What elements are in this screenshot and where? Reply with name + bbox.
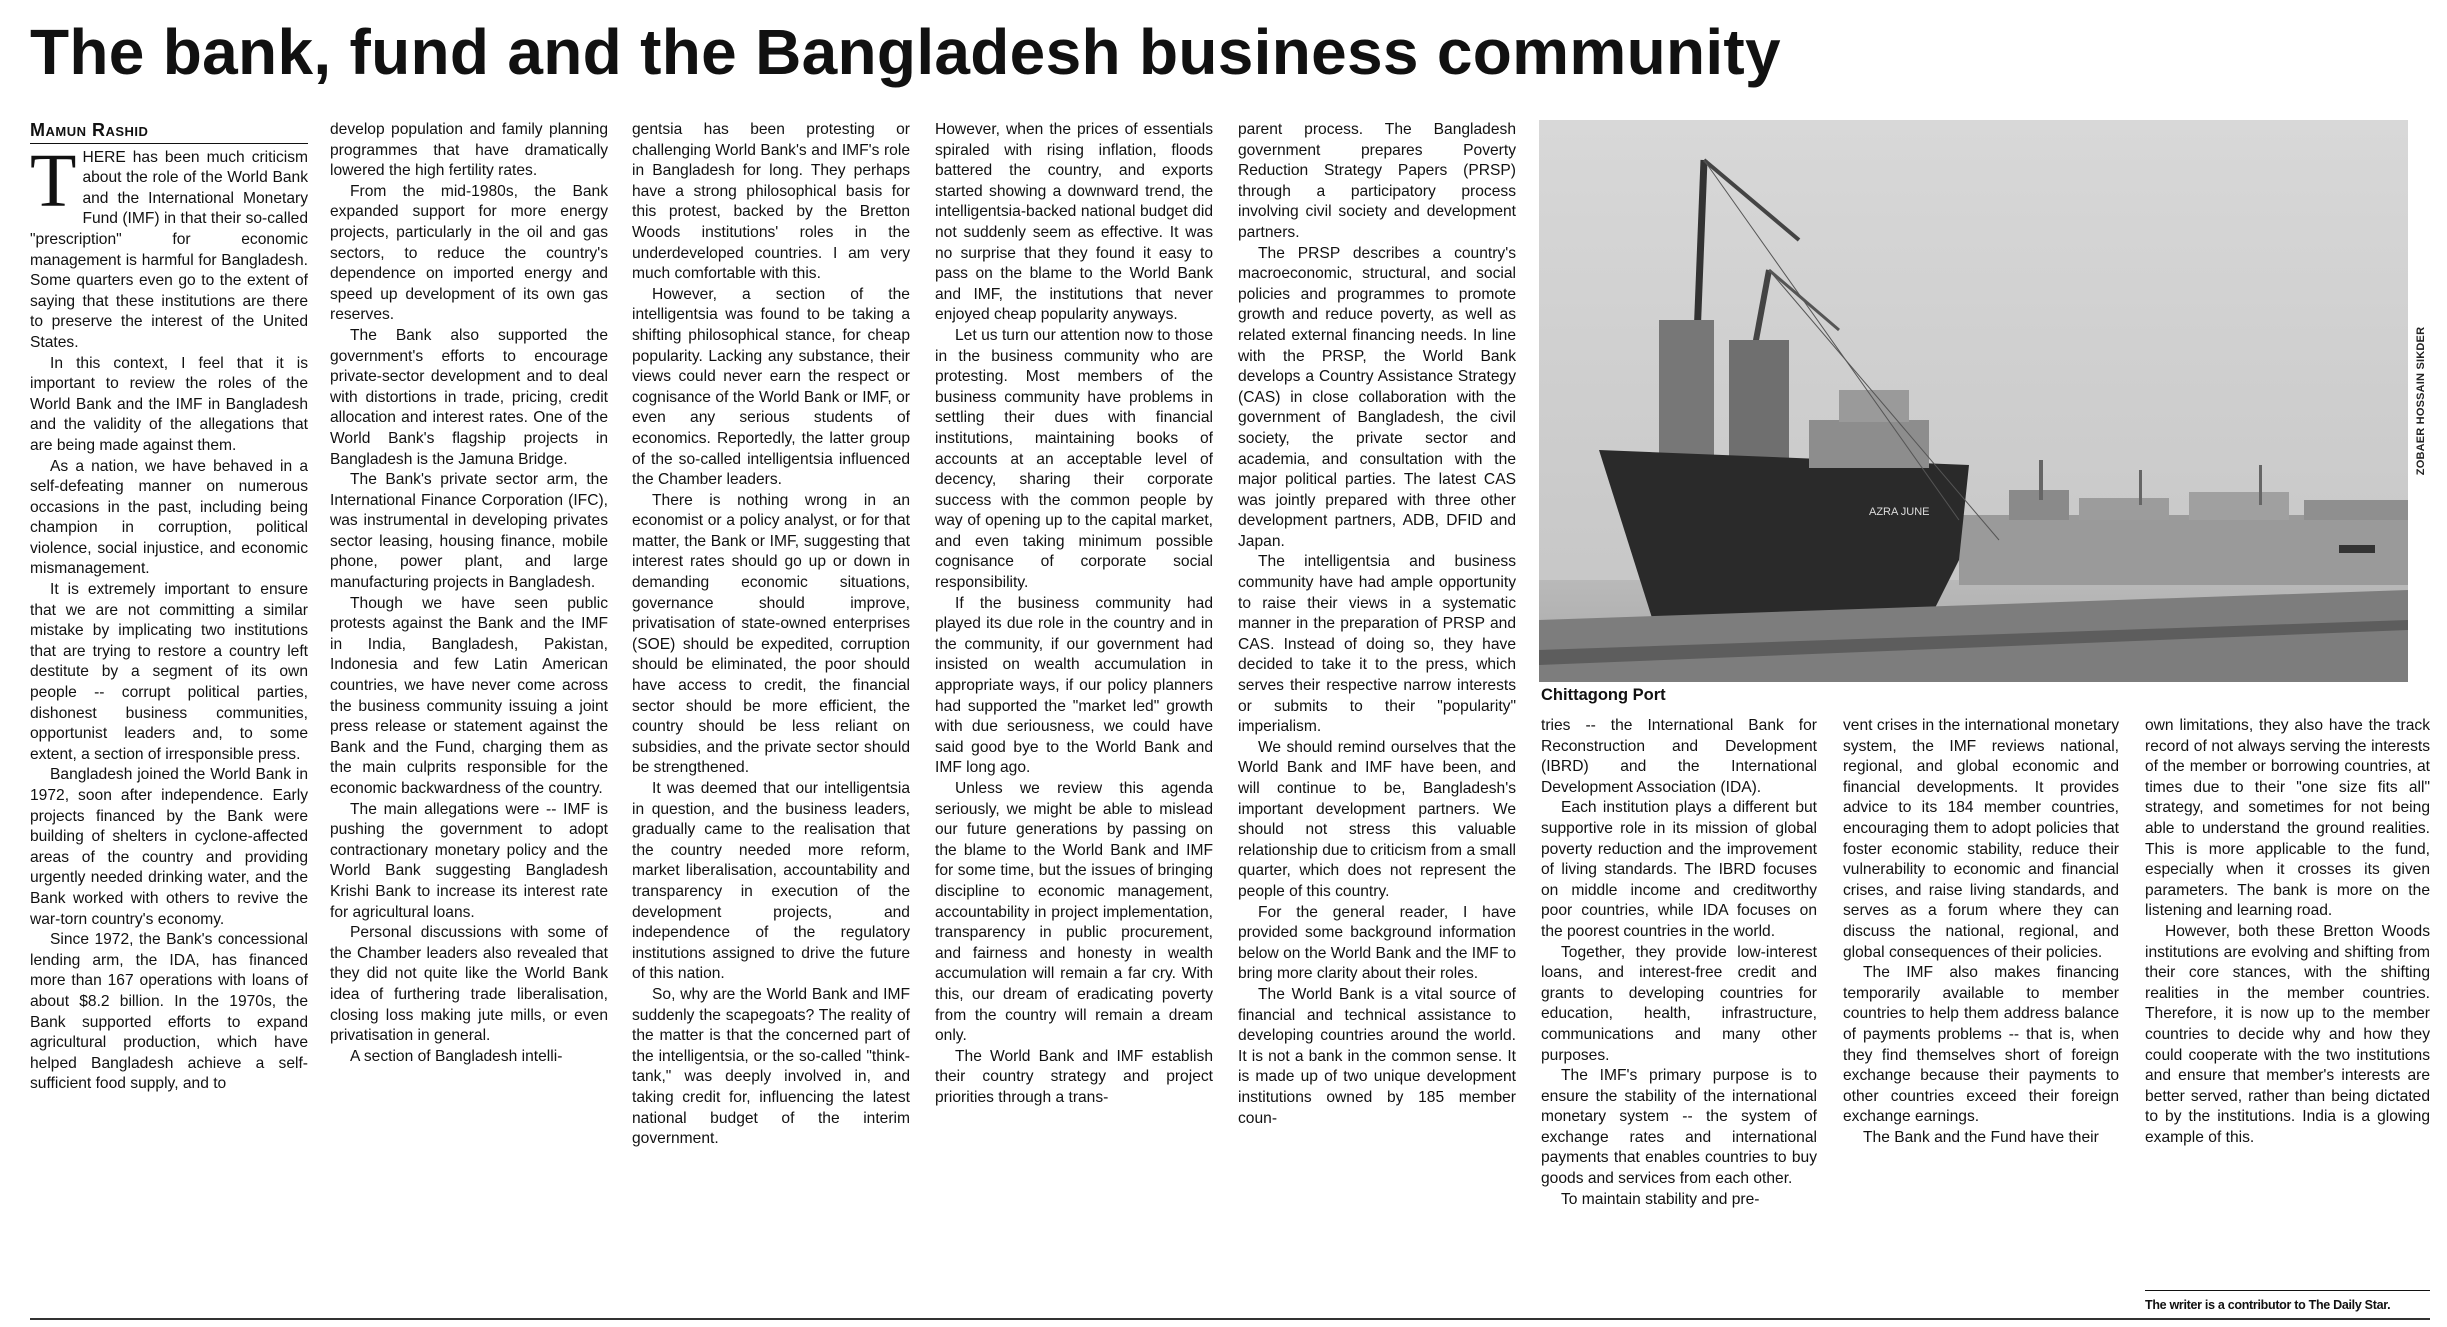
ship-name: AZRA JUNE bbox=[1869, 506, 1930, 518]
paragraph: The PRSP describes a country's macroeconomic, structural, and social policies and programmes to promote growth and reduce poverty, as well as related external financing needs. In line with the PRSP, the World Bank develops a Country Assistance Strategy (CAS) in close collaboration with the government of Bangladesh, the civil society, the private sector and academia, and consultation with the major political parties. The latest CAS was jointly prepared with three other development partners, ADB, DFID and Japan. bbox=[1238, 244, 1516, 550]
photo-credit bbox=[2412, 120, 2430, 682]
paragraph: However, when the prices of essentials spiraled with rising inflation, floods battered the country, and exports started showing a downward trend, the intelligentsia-backed national budget did not suddenly seem as effective. It was no surprise that they found it easy to pass on the blame to the World Bank and IMF, the institutions that never enjoyed cheap popularity anyways. bbox=[935, 121, 1213, 324]
footnote-rule bbox=[2145, 1290, 2430, 1291]
paragraph: From the mid-1980s, the Bank expanded support for more energy projects, particularly in the oil and gas sectors, to reduce the country's dependence on imported energy and speed up development of its own gas reserves. bbox=[330, 182, 608, 324]
paragraph: Together, they provide low-interest loans, and interest-free credit and grants to developing countries for education, health, infrastructure, communications and many other purposes. bbox=[1541, 943, 1817, 1064]
article-column-1 bbox=[30, 120, 308, 1315]
paragraph: Unless we review this agenda seriously, we might be able to mislead our future generations by passing on the blame to the World Bank and IMF for some time, but the issues of bringing discipline to economic management, accountability in project implementation, transparency in public procurement, and fairness and honesty in wealth accumulation will remain a far cry. With this, our dream of eradicating poverty from the country will remain a dream only. bbox=[935, 780, 1213, 1045]
paragraph: develop population and family planning programmes that have dramatically lowered the high fertility rates. bbox=[330, 121, 608, 180]
paragraph: The main allegations were -- IMF is pushing the government to adopt contractionary monetary policy and the World Bank suggesting Bangladesh Krishi Bank to increase its interest rate for agricultural loans. bbox=[330, 800, 608, 921]
paragraph: So, why are the World Bank and IMF suddenly the scapegoats? The reality of the matter is that the concerned part of the intelligentsia, or the so-called "think-tank," was deeply involved in, and taking credit for, influencing the latest national budget of the interim government. bbox=[632, 985, 910, 1148]
article-column-6 bbox=[1541, 716, 1817, 1314]
paragraph: However, a section of the intelligentsia was found to be taking a shifting philosophical stance, for cheap popularity. Lacking any substance, their views could never earn the respect or cognisance of the World Bank or IMF, or even any serious students of economics. Reportedly, the latter group of the so-called intelligentsia influenced the Chamber leaders. bbox=[632, 285, 910, 489]
paragraph: Let us turn our attention now to those in the business community who are protesting. Most members of the business community have problems in settling their dues with financial institutions, maintaining books of accounts at an acceptable level of decency, sharing their corporate success with the common people by way of opening up to the capital market, and even taking minimum possible cognisance of corporate social responsibility. bbox=[935, 326, 1213, 592]
paragraph: Since 1972, the Bank's concessional lending arm, the IDA, has financed more than 167 operations with loans of about $8.2 billion. In the 1970s, the Bank supported efforts to expand agricultural production, which have helped Bangladesh achieve a self-sufficient food supply, and to bbox=[30, 931, 308, 1093]
paragraph: The Bank also supported the government's efforts to encourage private-sector development and to deal with distortions in trade, pricing, credit allocation and interest rates. One of the World Bank's flagship projects in Bangladesh is the Jamuna Bridge. bbox=[330, 326, 608, 468]
paragraph: Personal discussions with some of the Chamber leaders also revealed that they did not quite like the World Bank idea of furthering trade liberalisation, closing loss making jute mills, or even privatisation in general. bbox=[330, 924, 608, 1045]
photo-credit-text: ZOBAER HOSSAIN SIKDER bbox=[2415, 326, 2427, 476]
port-photo bbox=[1539, 120, 2408, 682]
paragraph: Bangladesh joined the World Bank in 1972, soon after independence. Early projects financed by the Bank were building of shelters in cyclone-affected areas of the country and providing urgently needed drinking water, and the Bank worked with others to revive the war-torn country's economy. bbox=[30, 766, 308, 928]
paragraph: The World Bank and IMF establish their country strategy and project priorities through a trans- bbox=[935, 1047, 1213, 1106]
paragraph: The World Bank is a vital source of financial and technical assistance to developing countries around the world. It is not a bank in the common sense. It is made up of two unique development institutions owned by 185 member coun- bbox=[1238, 985, 1516, 1127]
paragraph: Each institution plays a different but supportive role in its mission of global poverty reduction and the improvement of living standards. The IBRD focuses on middle income and creditworthy poor countries, while IDA focuses on the poorest countries in the world. bbox=[1541, 799, 1817, 940]
byline: Mamun Rashid bbox=[30, 120, 308, 144]
paragraph: The intelligentsia and business community have had ample opportunity to raise their views in a systematic manner in the preparation of PRSP and CAS. Instead of doing so, they have decided to take it to the press, which serves their respective narrow interests or submits to their "popularity" imperialism. bbox=[1238, 553, 1516, 736]
paragraph: HERE has been much criticism about the role of the World Bank and the International Monetary Fund (IMF) in that their so-called "prescription" for economic management is harmful for Bangladesh. Some quarters even go to the extent of saying that these institutions are there to preserve the interest of the United States. bbox=[30, 148, 308, 351]
author-footnote: The writer is a contributor to The Daily Star. bbox=[2145, 1298, 2391, 1312]
paragraph: There is nothing wrong in an economist or a policy analyst, or for that matter, the Bank or IMF, suggesting that interest rates should go up or down in demanding economic situations, governance should improve, privatisation of state-owned enterprises (SOE) should be expedited, corruption should be eliminated, the poor should have access to credit, the financial sector should be more efficient, the country should be less reliant on subsidies, and the private sector should be strengthened. bbox=[632, 491, 910, 777]
article-column-3 bbox=[632, 120, 910, 1315]
paragraph: However, both these Bretton Woods institutions are evolving and shifting from their core stances, with the shifting realities in the member countries. Therefore, it is now up to the member countries to decide why and how they could cooperate with the two institutions and ensure that member's interests are better served, rather than being dictated to by the institutions. India is a glowing example of this. bbox=[2145, 922, 2430, 1146]
article-column-2 bbox=[330, 120, 608, 1315]
paragraph: The IMF also makes financing temporarily available to member countries to help them address balance of payments problems -- that is, when they find themselves short of foreign exchange because their payments to other countries exceed their foreign exchange earnings. bbox=[1843, 964, 2119, 1126]
paragraph: gentsia has been protesting or challenging World Bank's and IMF's role in Bangladesh for long. They perhaps have a strong philosophical basis for this protest, backed by the Bretton Woods institutions' roles in the underdeveloped countries. I am very much comfortable with this. bbox=[632, 121, 910, 283]
paragraph: It was deemed that our intelligentsia in question, and the business leaders, gradually came to the realisation that the country needed more reform, market liberalisation, accountability and transparency in execution of the development projects, and independence of the regulatory institutions assigned to drive the future of this nation. bbox=[632, 780, 910, 983]
headline: The bank, fund and the Bangladesh business community bbox=[30, 16, 1781, 88]
paragraph: For the general reader, I have provided some background information below on the World Bank and the IMF to bring more clarity about their roles. bbox=[1238, 903, 1516, 983]
photo-caption: Chittagong Port bbox=[1541, 686, 1666, 704]
paragraph: parent process. The Bangladesh government prepares Poverty Reduction Strategy Papers (PRSP) through a participatory process involving civil society and development partners. bbox=[1238, 121, 1516, 241]
paragraph: In this context, I feel that it is important to review the roles of the World Bank and the IMF in Bangladesh and the validity of the allegations that are being made against them. bbox=[30, 354, 308, 454]
article-column-5 bbox=[1238, 120, 1516, 1315]
port-photo-illustration bbox=[1539, 120, 2408, 682]
drop-cap: T bbox=[30, 138, 77, 223]
paragraph: tries -- the International Bank for Reconstruction and Development (IBRD) and the International Development Association (IDA). bbox=[1541, 717, 1817, 796]
paragraph: We should remind ourselves that the World Bank and IMF have been, and will continue to be, Bangladesh's important development partners. We should not stress this valuable relationship due to criticism from a small quarter, which does not represent the people of this country. bbox=[1238, 738, 1516, 900]
paragraph: vent crises in the international monetary system, the IMF reviews national, regional, and global economic and financial developments. It provides advice to its 184 member countries, encouraging them to adopt policies that foster economic stability, reduce their vulnerability to economic and financial crises, and raise living standards, and serves as a forum where they can discuss the national, regional, and global consequences of their policies. bbox=[1843, 717, 2119, 961]
paragraph: If the business community had played its due role in the country and in the community, if our government had insisted on wealth accumulation in appropriate ways, if our policy planners had supported the "market led" growth with due seriousness, we could have said good bye to the World Bank and IMF long ago. bbox=[935, 594, 1213, 777]
paragraph: The Bank's private sector arm, the International Finance Corporation (IFC), was instrumental in developing privates sector leasing, housing finance, mobile phone, power plant, and large manufacturing projects in Bangladesh. bbox=[330, 471, 608, 592]
bottom-rule bbox=[30, 1318, 2430, 1320]
paragraph: The IMF's primary purpose is to ensure the stability of the international monetary system -- the system of exchange rates and international payments that enables countries to buy goods and services from each other. bbox=[1541, 1067, 1817, 1188]
paragraph: As a nation, we have behaved in a self-defeating manner on numerous occasions in the past, including being champion in corruption, political violence, social injustice, and economic mismanagement. bbox=[30, 457, 308, 578]
paragraph: The Bank and the Fund have their bbox=[1863, 1128, 2099, 1146]
paragraph: To maintain stability and pre- bbox=[1561, 1190, 1760, 1208]
paragraph: own limitations, they also have the track record of not always serving the interests of the member or borrowing countries, at times due to their "one size fits all" strategy, and sometimes for not being able to understand the ground realities. This is more applicable to the fund, especially when it crosses its given parameters. The bank is more on the listening and learning road. bbox=[2145, 717, 2430, 920]
article-column-4 bbox=[935, 120, 1213, 1315]
paragraph: Though we have seen public protests against the Bank and the IMF in India, Bangladesh, Pakistan, Indonesia and few Latin American countries, we have never come across the business community issuing a joint press release or statement against the Bank and the Fund, charging them as the main culprits responsible for the economic backwardness of the country. bbox=[330, 594, 608, 797]
article-column-7 bbox=[1843, 716, 2119, 1314]
paragraph: It is extremely important to ensure that we are not committing a similar mistake by implicating two institutions that are trying to restore a country left destitute by a segment of its own people -- corrupt political parties, dishonest business communities, opportunist leaders and, to some extent, a section of irresponsible press. bbox=[30, 581, 308, 763]
article-column-8 bbox=[2145, 716, 2430, 1286]
paragraph: A section of Bangladesh intelli- bbox=[350, 1047, 563, 1065]
